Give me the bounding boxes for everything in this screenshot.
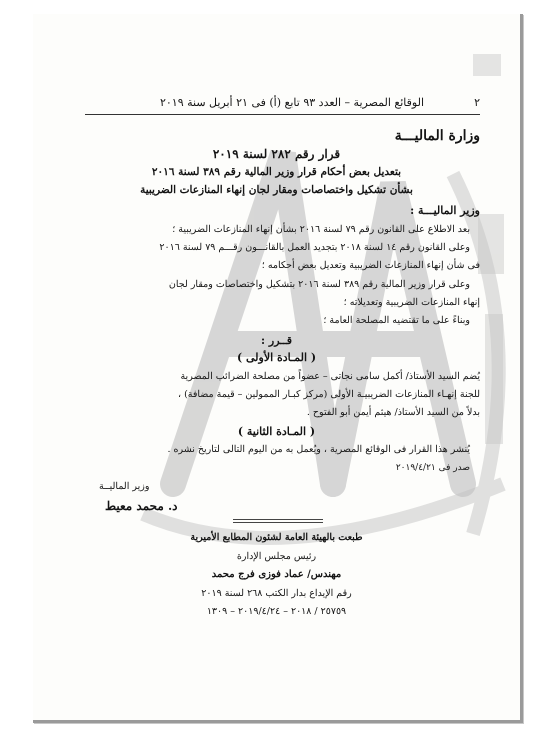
preamble-line: بعد الاطلاع على القانون رقم ٧٩ لسنة ٢٠١٦ بشأن إنهاء المنازعات الضريبية ؛ [172, 224, 470, 235]
separator-rule [233, 522, 323, 523]
preamble-line: وبناءً على ما تقتضيه المصلحة العامة ؛ [323, 315, 470, 326]
preamble-line: إنهاء المنازعات الضريبية وتعديلاته ؛ [343, 297, 480, 308]
preamble-line: فى شأن إنهاء المنازعات الضريبية وتعديل بعض أحكامه ؛ [261, 260, 480, 271]
print-code-line: ٢٥٧٥٩ / ٢٠١٨ – ٢٠١٩/٤/٢٤ – ١٣٠٩ [206, 606, 347, 617]
issue-date: صدر فى ٢٠١٩/٤/٢١ [395, 463, 470, 473]
decides-heading: قــرر : [261, 334, 292, 347]
preamble-line: وعلى القانون رقم ١٤ لسنة ٢٠١٨ بتجديد العمل بالقانـــون رقـــم ٧٩ لسنة ٢٠١٦ [159, 242, 470, 253]
decree-subject-line-1: بتعديل بعض أحكام قرار وزير المالية رقم ٣٨٩ لسنة ٢٠١٦ [151, 166, 402, 178]
gazette-page [33, 14, 523, 723]
article-1-title: ( المـادة الأولى ) [236, 351, 317, 364]
article-2-text: يُنشر هذا القرار فى الوقائع المصرية ، ويُعمل به من اليوم التالى لتاريخ نشره . [167, 444, 470, 455]
running-title: الوقائع المصرية – العدد ٩٣ تابع (أ) فى ٢١ أبريل سنة ٢٠١٩ [159, 96, 424, 109]
article-2-title: ( المـادة الثانية ) [237, 425, 316, 438]
separator-rule [233, 519, 323, 520]
signature-name: د. محمد معيط [105, 499, 178, 513]
header-rule [85, 114, 480, 115]
ministry-heading: وزارة الماليـــة [394, 128, 480, 144]
board-chair-line: رئيس مجلس الإدارة [236, 551, 317, 562]
decree-subject-line-2: بشأن تشكيل واختصاصات ومقار لجان إنهاء المنازعات الضريبية [140, 184, 413, 196]
issuer-line: وزير الماليـــة : [410, 204, 480, 217]
article-1-line: بدلاً من السيد الأستاذ/ هيثم أيمن أبو الفتوح . [306, 407, 480, 418]
article-1-line: يُضم السيد الأستاذ/ أكمل سامى نجاتى – عضواً من مصلحة الضرائب المصرية [180, 371, 480, 382]
page-number: ٢ [474, 96, 480, 109]
engineer-line: مهندس/ عماد فوزى فرج محمد [211, 569, 342, 580]
running-header [85, 96, 480, 114]
decree-title: قرار رقم ٢٨٢ لسنة ٢٠١٩ [212, 147, 341, 161]
legal-deposit-line: رقم الإيداع بدار الكتب ٢٦٨ لسنة ٢٠١٩ [201, 588, 352, 599]
signature-title: وزير الماليــة [99, 481, 150, 492]
printer-line: طبعت بالهيئة العامة لشئون المطابع الأميرية [190, 532, 363, 543]
article-1-line: للجنة إنهـاء المنازعات الضريبيـة الأولى (مركز كبـار الممولين – قيمة مضافة) ، [177, 389, 480, 400]
preamble-line: وعلى قرار وزير المالية رقم ٣٨٩ لسنة ٢٠١٦ بتشكيل واختصاصات ومقار لجان [168, 279, 470, 290]
